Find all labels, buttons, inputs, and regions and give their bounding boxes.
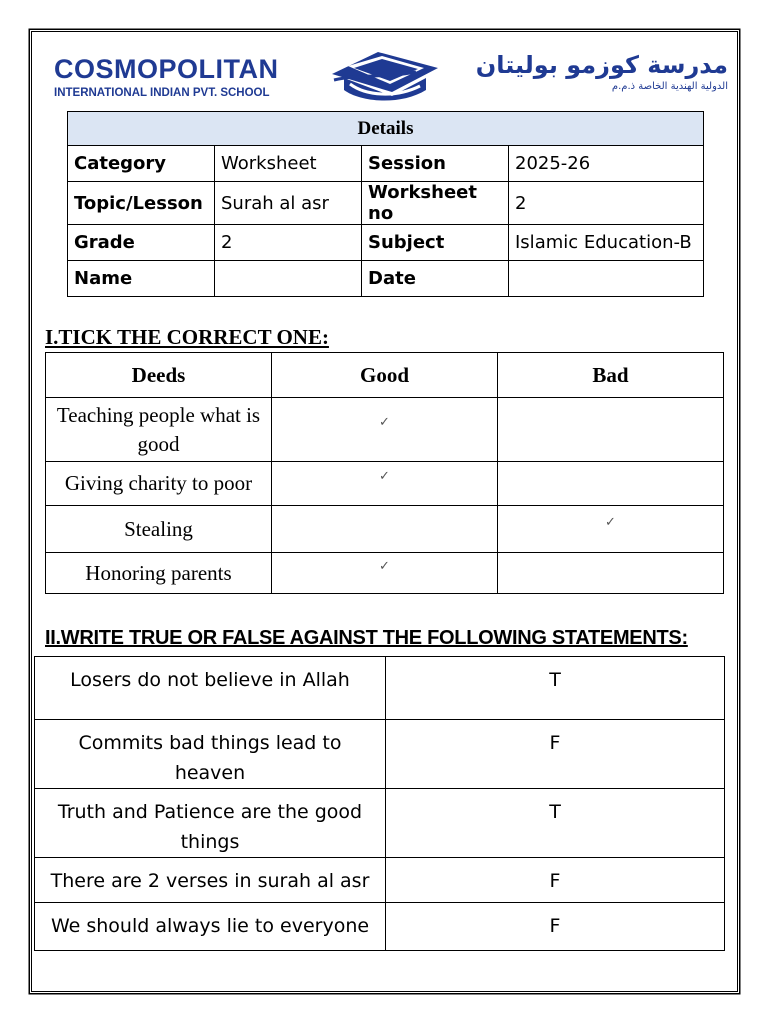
deed-text: Stealing	[46, 506, 272, 553]
details-label: Topic/Lesson	[68, 182, 215, 225]
school-subtitle: INTERNATIONAL INDIAN PVT. SCHOOL	[54, 87, 270, 99]
school-name: COSMOPOLITAN	[54, 54, 279, 84]
good-cell[interactable]	[272, 553, 498, 594]
statement-text: Truth and Patience are the good things	[35, 789, 386, 858]
details-label: Worksheet no	[362, 182, 509, 225]
good-cell[interactable]	[272, 398, 498, 462]
details-label: Grade	[68, 225, 215, 261]
graduation-cap-icon	[330, 44, 440, 110]
deed-text: Teaching people what is good	[46, 398, 272, 462]
school-name-arabic: مدرسة كوزمو بوليتان	[475, 51, 728, 79]
school-logo-english	[54, 54, 279, 100]
statement-row	[35, 720, 725, 789]
statement-text: We should always lie to everyone	[35, 903, 386, 951]
good-cell[interactable]	[272, 462, 498, 506]
details-value: Surah al asr	[215, 182, 362, 225]
deed-row	[46, 462, 724, 506]
school-logo-arabic	[446, 50, 728, 94]
details-label: Category	[68, 146, 215, 182]
details-value: Worksheet	[215, 146, 362, 182]
details-row	[68, 146, 704, 182]
answer-cell[interactable]: F	[386, 858, 725, 903]
details-value: 2	[215, 225, 362, 261]
section-1-heading: I.TICK THE CORRECT ONE:	[45, 325, 329, 349]
true-false-table	[34, 656, 725, 951]
answer-cell[interactable]: F	[386, 720, 725, 789]
details-value: 2025-26	[509, 146, 704, 182]
details-label: Subject	[362, 225, 509, 261]
bad-cell[interactable]	[498, 462, 724, 506]
date-field[interactable]	[509, 261, 704, 297]
statement-text: Losers do not believe in Allah	[35, 657, 386, 720]
column-header-deeds: Deeds	[46, 353, 272, 398]
school-subtitle-arabic: الدولية الهندية الخاصة ذ.م.م	[611, 81, 728, 92]
bad-cell[interactable]	[498, 506, 724, 553]
details-label: Name	[68, 261, 215, 297]
details-label: Session	[362, 146, 509, 182]
check-mark-icon: ✓	[379, 558, 390, 574]
deed-row	[46, 506, 724, 553]
column-header-good: Good	[272, 353, 498, 398]
bad-cell[interactable]	[498, 398, 724, 462]
statement-row	[35, 789, 725, 858]
answer-cell[interactable]: T	[386, 789, 725, 858]
details-row	[68, 261, 704, 297]
deed-row	[46, 553, 724, 594]
bad-cell[interactable]	[498, 553, 724, 594]
details-value: 2	[509, 182, 704, 225]
good-cell[interactable]	[272, 506, 498, 553]
answer-cell[interactable]: F	[386, 903, 725, 951]
details-title: Details	[68, 112, 704, 146]
statement-text: There are 2 verses in surah al asr	[35, 858, 386, 903]
details-table	[67, 111, 704, 297]
statement-text: Commits bad things lead to heaven	[35, 720, 386, 789]
deed-text: Giving charity to poor	[46, 462, 272, 506]
deed-text: Honoring parents	[46, 553, 272, 594]
deed-row	[46, 398, 724, 462]
details-value: Islamic Education-B	[509, 225, 704, 261]
statement-row	[35, 657, 725, 720]
check-mark-icon: ✓	[379, 415, 390, 430]
details-label: Date	[362, 261, 509, 297]
details-row	[68, 225, 704, 261]
name-field[interactable]	[215, 261, 362, 297]
deeds-table	[45, 352, 724, 594]
statement-row	[35, 903, 725, 951]
check-mark-icon: ✓	[605, 514, 616, 530]
column-header-bad: Bad	[498, 353, 724, 398]
section-2-heading: II.WRITE TRUE OR FALSE AGAINST THE FOLLOWING STATEMENTS:	[45, 627, 688, 649]
statement-row	[35, 858, 725, 903]
answer-cell[interactable]: T	[386, 657, 725, 720]
check-mark-icon: ✓	[379, 469, 390, 484]
details-row	[68, 182, 704, 225]
